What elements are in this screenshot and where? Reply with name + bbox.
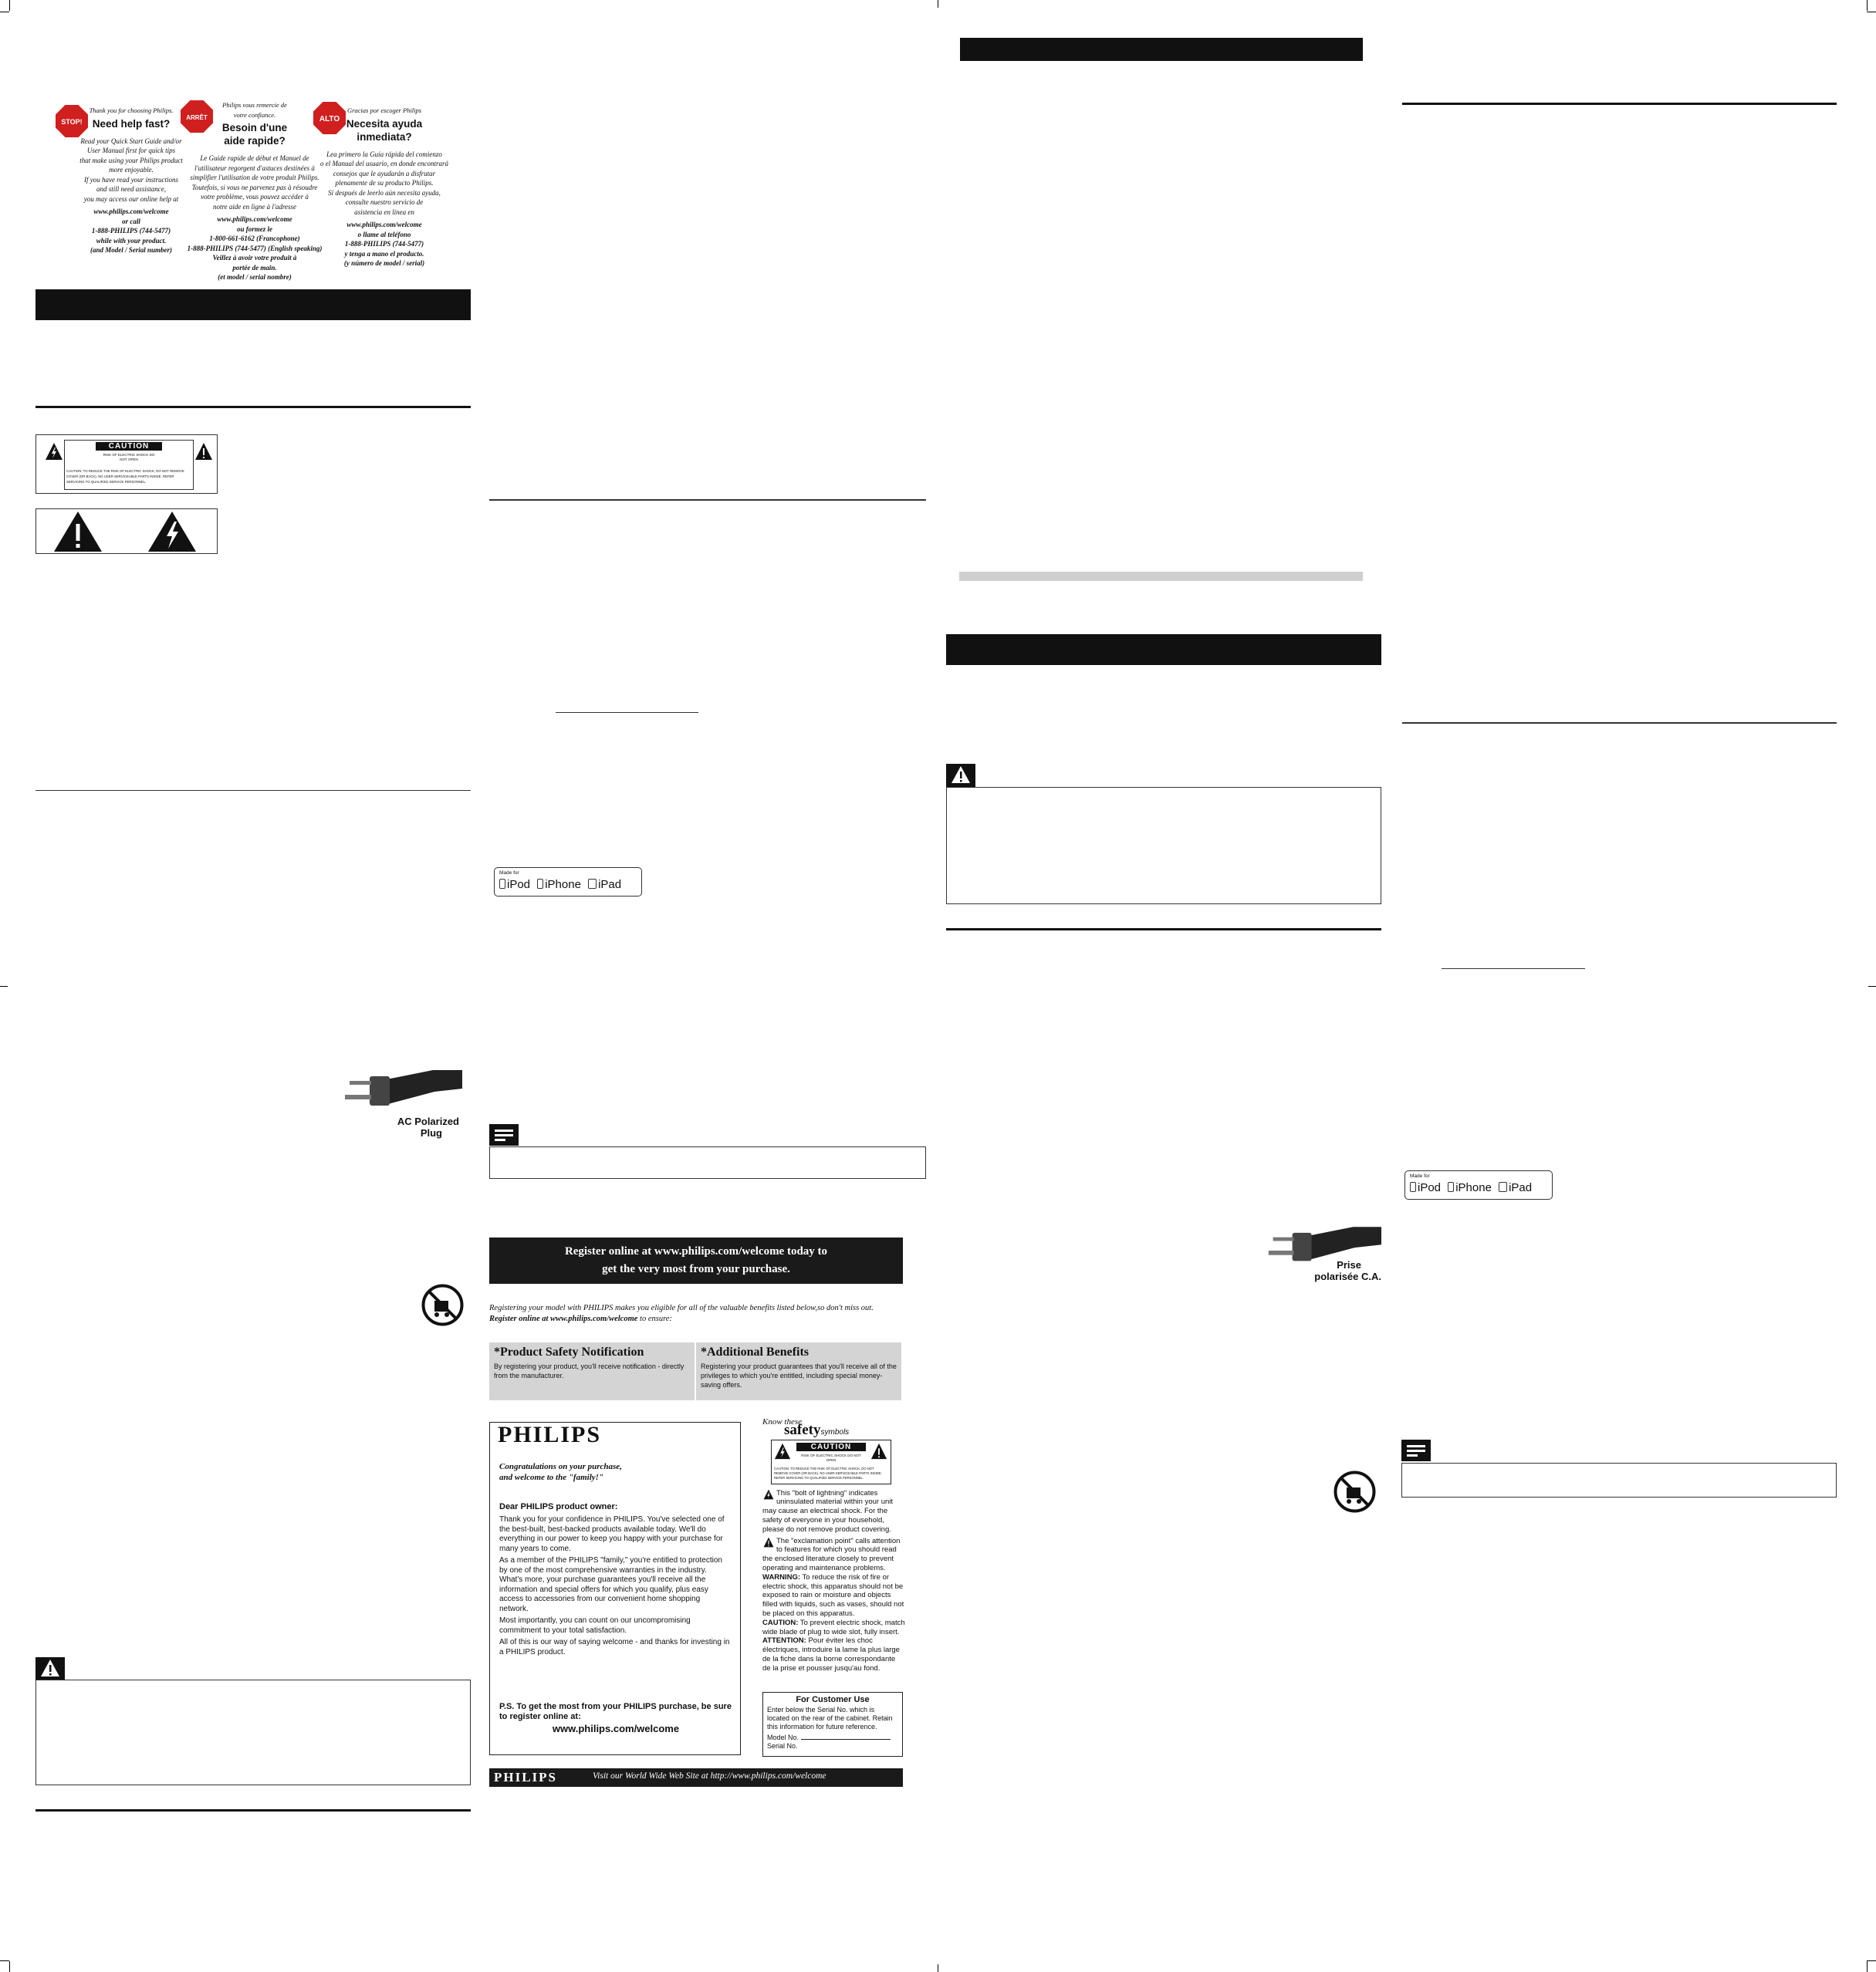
- card-paragraph: Thank you for your confidence in PHILIPS. You've selected one of the best-built, best-backed products available today. We'll do everything in our power to keep you happy with your purchase for many years to come.: [499, 1515, 725, 1553]
- help-line: while with your product.: [96, 236, 167, 245]
- section-rule: [35, 790, 471, 791]
- symbols-attention-text: Pour éviter les choc électriques, introduire la lame la plus large de la fiche dans la borne correspondante de la prise et pousser jusqu'au fond.: [762, 1636, 900, 1673]
- plug-caption-line: Plug: [420, 1127, 442, 1139]
- customer-model: [767, 1734, 898, 1742]
- symbols-bolt-text: This "bolt of lightning" indicates uninsulated material within your unit may cause an electrical shock. For the safety of everyone in your household, please do not remove product covering.: [762, 1488, 894, 1534]
- register-link[interactable]: Register online at www.philips.com/welcome: [489, 1315, 638, 1323]
- card-ps: [499, 1702, 732, 1734]
- crop-mark: [0, 986, 8, 987]
- help-line: Si después de leerlo aún necesita ayuda,: [328, 188, 441, 197]
- symbols-caution: [762, 1619, 905, 1637]
- help-line: ou formez le: [237, 225, 272, 233]
- caution-sub: RISK OF ELECTRIC SHOCK DO NOT OPEN: [103, 453, 155, 461]
- mini-caution-small: CAUTION: TO REDUCE THE RISK OF ELECTRIC SHOCK, DO NOT REMOVE COVER (OR BACK). NO USER-SERVICEABLE PARTS INSIDE. REFER SERVICING TO QUALIFIED SERVICE PERSONNEL.: [774, 1466, 882, 1480]
- made-for-ipod-badge: [494, 867, 642, 897]
- help-line: y tenga a mano el producto.: [344, 249, 424, 258]
- help-intro: Gracias por escoger Philips: [346, 106, 422, 114]
- stop-sign-label: STOP!: [61, 118, 83, 126]
- plug-caption-line: Prise: [1337, 1259, 1361, 1271]
- note-box: [489, 1146, 926, 1179]
- help-line: you may access our online help at: [83, 194, 179, 203]
- crop-mark: [1867, 1961, 1868, 1972]
- help-line: consejos que le ayudarán a disfrutar: [333, 169, 436, 177]
- stop-sign-label: ALTO: [319, 115, 340, 123]
- cart-warning-icon: [1333, 1471, 1376, 1513]
- stop-sign-label: ARRÊT: [186, 114, 208, 121]
- benefit-text: By registering your product, you'll receive notification - directly from the manufacturer.: [494, 1363, 684, 1379]
- help-line: Read your Quick Start Guide and/or: [80, 137, 182, 145]
- section-rule: [1402, 103, 1837, 105]
- mini-caution-label: [771, 1440, 891, 1484]
- help-phone: 1-888-PHILIPS (744-5477): [344, 240, 424, 248]
- help-line: or call: [122, 217, 140, 225]
- help-heading: Necesita ayuda inmediata?: [346, 117, 423, 143]
- iphone-icon: [537, 879, 543, 889]
- plug-caption: [1281, 1259, 1381, 1282]
- help-line: more enjoyable.: [109, 166, 154, 174]
- customer-serial-label: Serial No.: [767, 1742, 798, 1750]
- help-line: votre problème, vous pouvez accéder à: [201, 193, 309, 201]
- plug-caption: [370, 1116, 459, 1139]
- customer-text: Enter below the Serial No. which is located on the rear of the cabinet. Retain this information for future reference.: [767, 1706, 893, 1731]
- ipad-icon: [588, 879, 597, 889]
- exclamation-triangle-icon: [194, 442, 213, 461]
- crop-mark: [1868, 986, 1876, 987]
- note-icon: [1407, 1444, 1425, 1457]
- register-banner[interactable]: [489, 1238, 903, 1284]
- register-intro-line: Registering your model with PHILIPS makes you eligible for all of the valuable benefits listed below,so don't miss out.: [489, 1304, 874, 1312]
- help-line: plenamente de su producto Philips.: [335, 179, 434, 187]
- exclamation-triangle-icon: [870, 1443, 887, 1460]
- help-phone: 1-888-PHILIPS (744-5477) (English speaking): [187, 244, 323, 252]
- exclamation-triangle-icon: [52, 511, 103, 552]
- mini-caution-title: CAUTION: [796, 1443, 866, 1452]
- badge-made-for: Made for: [499, 870, 519, 876]
- crop-mark: [1867, 1960, 1876, 1961]
- symbols-warning-label: WARNING:: [762, 1572, 801, 1582]
- symbols-caution-label: CAUTION:: [762, 1618, 799, 1627]
- ipod-icon: [1410, 1182, 1416, 1192]
- help-line: portée de main.: [232, 263, 277, 272]
- help-line: notre aide en ligne à l'adresse: [213, 202, 296, 211]
- customer-serial: [767, 1742, 898, 1759]
- caution-label: [64, 440, 194, 490]
- card-paragraph: Most importantly, you can count on our uncompromising commitment to your total satisfaction.: [499, 1616, 691, 1635]
- symbols-warning: [762, 1573, 905, 1619]
- welcome-card: [489, 1422, 741, 1755]
- card-congrats-line: and welcome to the "family!": [499, 1473, 604, 1482]
- help-line: (et model / serial nombre): [218, 273, 292, 281]
- section-rule: [1402, 722, 1837, 724]
- card-ps-url[interactable]: www.philips.com/welcome: [552, 1723, 680, 1734]
- help-line: Toutefois, si vous ne parvenez pas à résoudre: [191, 183, 318, 191]
- help-phone: 1-800-661-6162 (Francophone): [209, 235, 300, 242]
- symbols-attention: [762, 1636, 905, 1673]
- benefit-safety: [489, 1342, 695, 1400]
- help-line: and still need assistance,: [96, 185, 166, 193]
- help-line: l'utilisateur regorgent d'astuces destinées à: [194, 164, 315, 172]
- benefit-title: *Product Safety Notification: [494, 1346, 644, 1359]
- mini-caution-sub: RISK OF ELECTRIC SHOCK DO NOT OPEN: [801, 1453, 861, 1462]
- badge-ipad: iPad: [1509, 1181, 1533, 1194]
- philips-logo: PHILIPS: [498, 1422, 602, 1447]
- help-url[interactable]: www.philips.com/welcome: [346, 221, 422, 228]
- badge-ipad: iPad: [598, 878, 622, 891]
- card-congrats-line: Congratulations on your purchase,: [499, 1462, 622, 1471]
- symbols-excl-text: The "exclamation point" calls attention to features for which you should read the enclosed literature closely to prevent operating and maintenance problems.: [762, 1536, 901, 1572]
- section-header-bar: [35, 289, 471, 320]
- help-line: asistencia en línea en: [354, 208, 414, 216]
- badge-ipod: iPod: [1418, 1181, 1442, 1194]
- badge-iphone: iPhone: [1455, 1181, 1492, 1194]
- lightning-triangle-icon: [762, 1489, 775, 1500]
- card-ps-text: P.S. To get the most from your PHILIPS purchase, be sure to register online at:: [499, 1702, 732, 1721]
- crop-mark: [9, 1961, 10, 1972]
- badge-products: [499, 878, 621, 891]
- link-underline: [556, 712, 698, 713]
- help-line: Le Guide rapide de début et Manuel de: [200, 154, 309, 162]
- symbols-caution-text: To prevent electric shock, match wide blade of plug to wide slot, fully insert.: [762, 1618, 905, 1636]
- section-rule: [489, 499, 926, 501]
- help-line: (y número de model / serial): [343, 259, 425, 267]
- help-intro: Thank you for choosing Philips.: [89, 106, 174, 114]
- section-header-bar: [960, 38, 1363, 61]
- badge-iphone: iPhone: [545, 878, 581, 891]
- caution-small: CAUTION: TO REDUCE THE RISK OF ELECTRIC SHOCK, DO NOT REMOVE COVER (OR BACK). NO USER-SERVICEABLE PARTS INSIDE. REFER SERVICING TO QUALIFIED SERVICE PERSONNEL.: [66, 469, 184, 484]
- help-spanish: [315, 106, 454, 268]
- customer-title: For Customer Use: [796, 1695, 870, 1704]
- customer-use-box: [762, 1692, 903, 1757]
- ipod-icon: [499, 879, 505, 889]
- caution-title: CAUTION: [96, 442, 162, 451]
- warning-box: [35, 1680, 471, 1785]
- benefit-title: *Additional Benefits: [701, 1346, 810, 1359]
- register-intro-rest: to ensure:: [637, 1315, 672, 1323]
- badge-ipod: iPod: [507, 878, 531, 891]
- iphone-icon: [1448, 1182, 1454, 1192]
- register-banner-line: Register online at www.philips.com/welcome today to: [564, 1245, 828, 1258]
- warning-box: [946, 787, 1381, 904]
- note-icon: [495, 1129, 513, 1141]
- crop-mark: [9, 0, 10, 11]
- section-rule: [35, 1809, 471, 1812]
- symbols-safety-word: safety: [784, 1421, 821, 1438]
- footer-text[interactable]: Visit our World Wide Web Site at http://www.philips.com/welcome: [593, 1771, 826, 1781]
- lightning-triangle-icon: [147, 511, 198, 552]
- help-line: Lea primero la Guía rápida del comienzo: [326, 150, 442, 158]
- symbols-warning-text: To reduce the risk of fire or electric shock, this apparatus should not be exposed to rain or moisture and objects filled with liquids, such as vases, should not be placed on this apparatus.: [762, 1572, 904, 1618]
- serial-field[interactable]: [775, 1756, 867, 1757]
- help-line: User Manual first for quick tips: [86, 147, 176, 154]
- exclamation-triangle-icon: [762, 1537, 775, 1548]
- model-field[interactable]: [801, 1739, 891, 1740]
- help-line: simplifier l'utilisation de votre produit Philips.: [190, 174, 319, 181]
- footer-logo: PHILIPS: [494, 1770, 558, 1785]
- warning-icon: [40, 1659, 60, 1677]
- section-divider-grey: [959, 572, 1363, 581]
- card-body: [499, 1515, 731, 1660]
- help-heading: Besoin d'une aide rapide?: [221, 122, 288, 147]
- card-dear: Dear PHILIPS product owner:: [499, 1502, 618, 1511]
- symbols-know: Know these: [762, 1417, 803, 1427]
- lightning-triangle-icon: [45, 442, 63, 461]
- lightning-triangle-icon: [774, 1443, 791, 1460]
- symbols-bolt: [762, 1489, 905, 1535]
- help-line: consulte nuestro servicio de: [345, 198, 424, 206]
- plug-caption-line: AC Polarized: [397, 1116, 459, 1127]
- safety-symbols-panel: [762, 1418, 905, 1673]
- benefit-text: Registering your product guarantees that you'll receive all of the privileges to which you're entitled, including special money-saving offers.: [701, 1363, 897, 1389]
- crop-mark: [0, 1960, 9, 1961]
- register-banner-line: get the very most from your purchase.: [602, 1263, 790, 1275]
- polarized-plug-icon: [342, 1070, 462, 1118]
- register-intro-line: [489, 1314, 906, 1325]
- card-paragraph: All of this is our way of saying welcome - and thanks for investing in a PHILIPS product.: [499, 1638, 730, 1656]
- card-paragraph: As a member of the PHILIPS "family," you're entitled to protection by one of the most comprehensive warranties in the industry. What's more, your purchase guarantees you'll receive all the information and special offers for which you qualify, plus easy access to accessories from our convenient home shopping network.: [499, 1556, 722, 1613]
- section-rule: [35, 406, 471, 408]
- help-url[interactable]: www.philips.com/welcome: [217, 215, 292, 223]
- warning-icon: [951, 765, 971, 784]
- help-line: that make using your Philips product: [79, 156, 183, 164]
- help-line: o llame al teléfono: [357, 230, 411, 238]
- philips-footer-bar: [489, 1768, 903, 1787]
- register-intro: [489, 1303, 906, 1325]
- crop-mark: [1867, 0, 1868, 11]
- symbols-excl: [762, 1537, 905, 1573]
- help-line: If you have read your instructions: [84, 175, 178, 184]
- help-french: [185, 100, 324, 282]
- help-line: o el Manual del usuario, en donde encontrará: [320, 160, 448, 167]
- link-underline: [1442, 968, 1585, 969]
- cart-warning-icon: [421, 1284, 464, 1326]
- symbols-attention-label: ATTENTION:: [762, 1636, 806, 1646]
- customer-model-label: Model No.: [767, 1734, 799, 1741]
- section-rule: [946, 928, 1381, 930]
- help-url[interactable]: www.philips.com/welcome: [93, 208, 169, 215]
- help-intro: Philips vous remercie de votre confiance.: [222, 101, 287, 119]
- badge-products: [1410, 1181, 1532, 1194]
- section-header-bar: [946, 634, 1381, 665]
- help-line: Veillez à avoir votre produit à: [212, 254, 297, 262]
- symbols-word: symbols: [820, 1427, 850, 1437]
- help-phone: 1-888-PHILIPS (744-5477): [91, 227, 171, 235]
- card-congrats: [499, 1461, 731, 1483]
- help-heading: Need help fast?: [92, 117, 171, 130]
- plug-caption-line: polarisée C.A.: [1314, 1271, 1381, 1282]
- badge-made-for: Made for: [1410, 1173, 1430, 1179]
- made-for-ipod-badge: [1404, 1170, 1553, 1200]
- help-line: (and Model / Serial number): [90, 246, 172, 254]
- ipad-icon: [1499, 1182, 1507, 1192]
- benefit-additional: [696, 1342, 901, 1400]
- note-box: [1401, 1463, 1837, 1498]
